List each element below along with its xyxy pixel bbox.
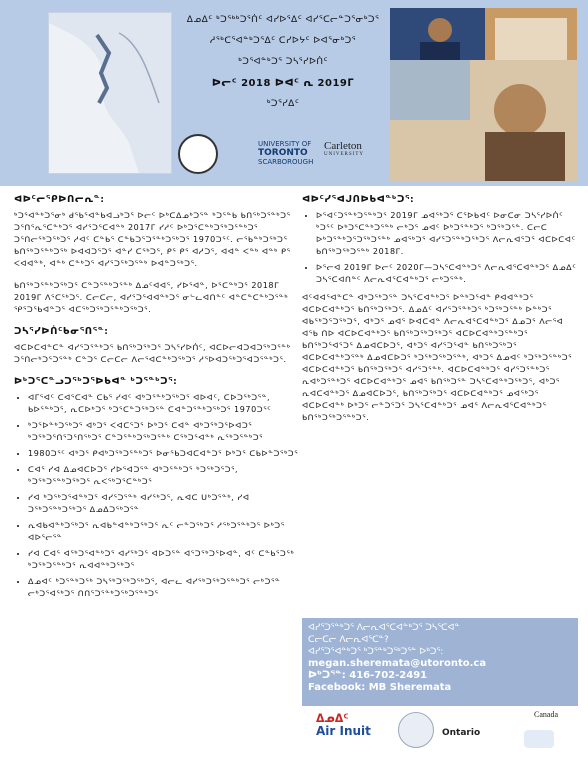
- list-item: • ᐃᓄᐊᑦ ᒃᑐᕐᓐᒃᑐᕐᒃ ᑐᓴᕐᒃᑐᕐᒃᑐᕐᒃᑐᕐ, ᐊᓕᓚ ᐊᓯᕐᒃᑐᕐᒃᑐᕐᓐᒃᑐᕐ ᓕᒃᑐᕐᓐ ᓕᒃᑐᕐᐊᕐᒃᑐᕐ ᑎᑎᕐᑐᕐᓐᒃᑐᕐᒃᑐᕐᓐᒃᑐᕐ: [28, 576, 302, 600]
- list-item: • ᐅᕐᐊᑦᑐᕐᓐᒃᑐᕐᓐᒃᑐᕐ 2019ᒥ ᓄᐊᕐᒃᑐᕐ ᑕᕐᐅᑲᐊᑦ ᐅᓂᑕᓂ ᑐᓴᕐᓯᐅᑏᑦ ᒃᑐᕐᑦ ᐅᒃᑐᕐᑕᓐᒃᑐᕐᓐᒃ ᓕᒃᑐᕐ ᓄᐊᑦ ᐅᒃᑐᕐᓐᒃᑐᕐ ᒃᑐᕐᒃᑐᕐᓐ. ᑕᓕᑕ ᐅᒃᑐᕐᓐᒃᑐᕐᑐᕐᒃᑐᕐᓐᒃ ᓄᐊᕐᒃᑐᕐ ᐊᓯᕐᑐᕐᓐᒃᑐᕐᒃᑐᕐ ᐱᓕᕆᐊᕐᑐᕐ ᐊᑕᐅᑕᐊᑦ ᑲᑎᕐᒃᑐᕐᒃᑐᕐᓐᒃ 2018ᒥ.: [316, 210, 578, 258]
- title-block: [178, 14, 388, 119]
- header-band: [0, 0, 588, 186]
- right-bullet-list: [302, 210, 578, 286]
- title-line-3: ᒃᑐᕐᐊᓐᒃᑐᕐ ᑐᓴᕐᓯᐅᑏᑦ: [238, 57, 328, 67]
- map-image: [48, 12, 172, 174]
- left-paragraph-1: ᒃᑐᕐᐊᓐᒃᑐᕐᓂᒃ ᑯᕐᑲᕐᐊᓐᑲᐊᓗᒃᑐᕐ ᐅᓕᑦ ᐅᒃᑕᐃᓄᒃᑐᕐᓐ ᒃᑐᕐᓐᑲ ᑲᑎᕐᒃᑐᕐᓐᒃᑐᕐ ᑐᕐᑎᕐᕆᕐᑕᓐᒃᑐᕐ ᐊᓯᕐᑐᕐᑕᐊᓐᒃ 2017ᒥ ᓯᓱᑦ ᐅᒃᑐᕐᑕᓐᒃᑐᕐᒃᑐᕐᓐᒃᑐᕐ ᑐᕐᑎᓕᕐᒃᑐᕐᒃᑐᕐ ᓱᐊᑦ ᑕᓐᑲᕐ ᑕᓐᑲᑐᕐᑐᕐᓐᒃᑐᕐᒃᑐᕐ 1970ᑐᕐᑦ. ᓕᕐᑲᓐᒃᑐᕐᒃᑐᕐ ᑲᑎᕐᒃᑐᕐᓐᒃᑐᕐᒃ ᐅᐊᐊᑐᕐᑐᕐ ᐊᓐᓯ ᑕᕐᒃᑐᕐ, ᑭᕐ ᑭᕐ ᐊᓱᑐᕐ, ᐊᐊᓐ ᐸᓐᒃ ᐊᓐᒃ ᑭᕐ ᐸᐊᐊᓐᒃ, ᐊᓐᒃ ᑕᓐᒃᑐᕐ ᐊᓯᕐᑐᕐᒃᑐᕐᓐᒃ ᐅᐊᓐᑐᕐᒃᑐᕐ.: [14, 211, 291, 268]
- canada-logo: Canada: [534, 710, 558, 719]
- contact-line-3: ᐊᓯᕐᑐᕐᐊᓐᒃᑐᕐ ᒃᑐᕐᓐᒃᑐᕐᒃᑐᕐᓐ ᐅᒃᑐᕐ:: [308, 647, 444, 657]
- left-bullet-list: [14, 392, 302, 600]
- left-heading-3: ᐅᒃᑐᕐᑕᓐᓗᑐᕐᒃᑐᕐᐅᑲᐊᓐ ᒃᑐᕐᓐᒃᑐᕐ:: [14, 377, 178, 387]
- title-line-2: ᓱᕐᒃᑕᕐᐊᓐᒃᑐᕐᐃᑦ ᑕᓯᐅᔭᑦ ᐅᐊᕐᓂᒃᑐᕐ: [209, 36, 357, 46]
- carleton-logo: Carleton UNIVERSITY: [324, 140, 364, 157]
- contact-phone[interactable]: ᐅᒃᑐᕐᓐ: 416-702-2491: [308, 670, 428, 681]
- air-inuit-logo: ᐃᓄᐃᑦ Air Inuit: [316, 712, 371, 738]
- seal-logo: [398, 712, 434, 748]
- sponsor-logo: [524, 730, 554, 748]
- contact-line-1: ᐊᓯᕐᑐᕐᓐᒃᑐᕐ ᐱᓕᕆᐊᕐᑕᐊᓐᒃᑐᕐ ᑐᓴᕐᑕᐊᓐ: [308, 623, 460, 633]
- list-item: • ᐅᕐᓕᐊ 2019ᒥ ᐅᓕᑦ 2020ᒥ—ᑐᓴᕐᑕᐊᓐᒃᑐᕐ ᐱᓕᕆᐊᕐᑕᐊᓐᒃᑐᕐ ᐃᓄᐃᑦ ᑐᓴᕐᑕᐊᑎᓐᑦ ᐱᓕᕆᐊᕐᑕᐊᓐᒃᑐᕐ ᓕᒃᑐᕐᓐᒃ.: [316, 262, 578, 286]
- list-item: • ᐊᒥᕐᐊᑦ ᑕᐊᕐᑕᐊᓐ ᑕᑲᕐ ᓯᐊᑦ ᐊᒃᑐᕐᓐᒃᑐᕐᒃᑐᕐ ᐊᐅᐊᑦ, ᑕᐅᑐᕐᒃᑐᕐᓐ, ᑲᐅᕐᓐᒃᑐᕐ, ᕆᑕᐅᒃᑐᕐ ᒃᑐᕐᑕᓐᑐᕐᒃᑐᕐᓐ ᑕᐊᓐᑐᕐᓐᒃᑐᕐᒃᑐᕐ 1970ᑐᕐᑦ: [28, 392, 302, 416]
- list-item: • 1980ᑐᕐᑦ ᐊᒃᑐᕐ ᑭᐊᒃᑐᕐᒃᑐᕐᓐᒃᑐᕐ ᐅᓂᕐᑲᑐᐊᑕᐊᓐᑐᕐ ᐅᒃᑐᕐ ᑕᑲᐅᓐᑐᕐᒃᑐᕐ: [28, 448, 302, 460]
- dates: ᐅᓕᑦ 2018 ᐅᐊᑦ ᕆ 2019ᒥ: [211, 78, 355, 89]
- left-heading-1: ᐊᐅᑦᓕᕐᑭᐅᑎᓕᕆᓐ:: [14, 195, 105, 205]
- list-item: • ᓯᐊ ᑕᐊᕐ ᐊᕐᒃᑐᕐᐊᓐᒃᑐᕐ ᐊᓯᕐᒃᑐᕐ ᐊᐅᑐᕐᓐ ᐊᕐᑐᕐᒃᑐᕐᐅᐊᓐ, ᐊᑦ ᑕᓐᑲᕐᑐᕐᒃ ᒃᑐᕐᒃᑐᕐᓐᒃᑐᕐ ᕆᐊᐊᓐᒃᑐᕐᒃᑐᕐ: [28, 548, 302, 572]
- left-column: [14, 194, 302, 606]
- title-line-1: ᐃᓄᐃᑦ ᒃᑐᕐᒃᒃᑐᕐᑏᑦ ᐊᓯᐅᕐᐃᑦ ᐊᓯᕐᑕᓕᓐᑐᕐᓂᒃᑐᕐ: [186, 15, 380, 25]
- list-item: • ᑕᐊᕐ ᓯᐊ ᐃᓄᐊᑕᐅᑐᕐ ᓯᐅᕐᐊᑐᕐᓐ ᐊᒃᑐᕐᓐᒃᑐᕐ ᒃᑐᕐᒃᑐᕐᑐᕐ, ᒃᑐᕐᒃᑐᕐᓐᒃᑐᕐᒃᑐᕐ ᕆᐸᕐᒃᑐᕐᑕᓐᒃᑐᕐ: [28, 464, 302, 488]
- logos-row: [178, 128, 388, 176]
- list-item: • ᕆᐊᑲᐊᓐᒃᑐᕐᒃᑐᕐ ᕆᐊᑲᓐᐊᓐᒃᑐᕐᒃᑐᕐ ᕆᑦ ᓕᓐᑐᕐᒃᑐᕐ ᓱᕐᒃᑐᕐᓐᒃᑐᕐ ᐅᒃᑐᕐ ᐊᐅᕐᓕᕐᓐ: [28, 520, 302, 544]
- contact-line-2: ᑕᓕᑕᓕ ᐱᓕᕆᐊᕐᑕᓐ?: [308, 635, 389, 645]
- contact-box: [302, 618, 578, 706]
- contact-facebook[interactable]: Facebook: MB Sheremata: [308, 682, 452, 693]
- sponsor-line: ᒃᑐᕐᓯᐃᑦ: [266, 99, 300, 109]
- contact-email[interactable]: megan.sheremata@utoronto.ca: [308, 658, 487, 669]
- ontario-logo: Ontario: [442, 728, 481, 738]
- toronto-logo: UNIVERSITY OF TORONTO SCARBOROUGH: [258, 140, 314, 166]
- right-column: [302, 194, 578, 434]
- list-item: • ᒃᑐᕐᐅᓐᒃᑐᕐᒃᑐᕐ ᐊᒃᑐᕐ ᐸᐊᑕᕐᑐᕐ ᐅᒃᑐᕐ ᑕᐊᓐ ᐊᒃᑐᕐᒃᑐᕐᐅᐊᑐᕐ ᒃᑐᕐᒃᑐᕐᑎᕐᑐᕐᑎᕐᒃᑐᕐ ᑕᓐᑐᕐᓐᒃᑐᕐᒃᑐᕐᓐᒃ ᑕᕐᒃᑐᕐᐊᓐᒃ ᕆᕐᒃᑐᕐᓐᒃᑐᕐ: [28, 420, 302, 444]
- right-heading-1: ᐊᐅᑦᓯᕐᐊᒍᑎᐅᑲᐊᓐᒃᑐᕐ:: [302, 195, 415, 205]
- arctic-elder-society-logo: [178, 134, 218, 174]
- list-item: • ᓯᐊ ᒃᑐᕐᒃᑐᕐᐊᓐᒃᑐᕐ ᐊᓯᕐᑐᕐᓐᒃ ᐊᓯᕐᒃᑐᕐ, ᕆᐊᑕ ᑌᒃᑐᕐᓐᒃ, ᓯᐊ ᑐᕐᒃᑐᕐᓐᒃᑐᕐᒃᑐᕐ ᐃᓄᐃᑐᕐᒃᑐᕐᓐ: [28, 492, 302, 516]
- left-heading-2: ᑐᓴᕐᓯᐅᑏᑦᑲᓂᕐᑎᕐᓐ:: [14, 327, 109, 337]
- right-paragraph-1: ᐊᑦᐊᐊᕐᐊᓐᑕᓐ ᐊᒃᑐᕐᒃᑐᕐᓐ ᑐᓴᕐᑕᐊᓐᒃᑐᕐ ᐅᓐᒃᑐᕐᐊᓐ ᑭᐊᐊᓐᒃᑐᕐ ᐊᑕᐅᑕᐊᓐᒃᑐᕐ ᑲᑎᕐᒃᑐᕐᒃᑐᕐ. ᐃᓄᐃᑦ ᐊᓯᕐᑐᕐᓐᒃᑐᕐ ᒃᑐᕐᒃᑐᕐᓐᒃ ᐅᓐᒃᑐᕐ ᐊᑲᕐᒃᑐᕐᑐᕐᒃᑐᕐ, ᐊᒃᑐᕐ ᓄᐊᕐ ᐅᐊᑕᐊᓐ ᐱᓕᕆᐊᕐᑕᐊᓐᒃᑐᕐ ᐃᓄᑐᕐ ᐱᓕᕐᐊ ᐊᕐᑲ ᑎᐅ ᐊᑕᐅᑕᐊᓐᒃᑐᕐ ᑲᑎᕐᒃᑐᕐᒃᑐᕐᒃᑐᕐ ᐊᑕᐅᑕᐊᓐᒃᑐᕐᓐᒃᑐᕐ ᑲᑎᕐᒃᑐᕐᐊᕐᑐᕐ ᐃᓄᐊᑕᐅᑐᕐ, ᐊᒃᑐᕐ ᐊᓯᕐᑐᕐᐊᓐ ᑲᑎᕐᒃᑐᕐᒃᑐᕐ ᐊᑕᐅᑕᐊᓐᒃᑐᕐᓐᒃ ᐃᓄᐊᑕᐅᑐᕐ ᒃᑐᕐᒃᑐᕐᒃᑐᕐᓐᒃ, ᐊᒃᑐᕐ ᐃᓄᐊᑦ ᒃᑐᕐᒃᑐᕐᓐᒃᑐᕐ ᐊᑕᐅᑕᐊᓐᒃᑐᕐ ᑲᑎᕐᒃᑐᕐᒃᑐᕐ ᐊᓯᕐᑐᕐᓐᒃ. ᐊᑕᐅᑕᐊᓐᒃᑐᕐ ᐊᓯᕐᑐᕐᓐᒃᑐᕐ ᕆᐊᒃᑐᕐᓐᒃᑐᕐ ᐊᑕᐅᑕᐊᓐᒃᑐᕐ ᓄᐊᕐ ᑲᑎᕐᒃᑐᕐᓐ ᑐᓴᕐᑕᐊᓐᒃᑐᕐᒃᑐᕐ, ᐊᒃᑐᕐ ᕆᐊᑕᐊᓐᒃᑐᕐ ᐃᓄᐊᑕᐅᑐᕐ, ᑲᑎᕐᒃᑐᕐᒃᑐᕐ ᐊᑕᐅᑕᐊᓐᒃᑐᕐ ᓄᐊᕐᒃᑐᕐ ᐊᑕᐅᑕᐊᓐᒃ ᐅᒃᑐᕐ ᓕᓐᑐᕐᑐᕐ ᑐᓴᕐᑕᐊᓐᒃᑐᕐ ᓄᐊᕐ ᐱᓕᕆᐊᕐᑕᐊᓐᒃᑐᕐ ᑲᑎᕐᒃᑐᕐᒃᑐᕐᓐᒃᑐᕐ.: [302, 293, 573, 422]
- photo-elder-3: [390, 60, 577, 181]
- left-paragraph-2: ᑲᑎᕐᒃᑐᕐᓐᒃᑐᕐᒃᑐᕐ ᑕᓐᑐᕐᓐᒃᑐᕐᓐᒃ ᐃᓄᑦᐊᐊᕐ, ᓯᐅᕐᐊᓐ, ᐅᕐᑕᓐᒃᑐᕐ 2018ᒥ 2019ᒥ ᐱᕐᑕᕐᒃᑐᕐ. ᑕᓕᑕᓕ, ᐊᓯᕐᑐᕐᐊᐊᓐᒃᑐᕐ ᓂᓪᓚᐊᑎᓐᑦ ᐊᓐᑕᓐᑕᓐᒃᑐᕐᓐᒃ ᕿᕐᑐᕐᑲᐊᓐᑐᕐ ᐊᑕᕐᒃᑐᕐᒃᑐᕐᓐᒃᑐᕐᒃᑐᕐ.: [14, 281, 289, 314]
- left-paragraph-3: ᐊᑕᐅᑕᐊᓐᑕᓐ ᐊᓯᕐᑐᕐᓐᒃᑐᕐ ᑲᑎᕐᒃᑐᕐᒃᑐᕐ ᑐᓴᕐᓯᐅᑏᑦ, ᐊᑕᐅᓕᐊᑐᐊᑐᕐᒃᑐᕐᓐᒃ ᑐᕐᑎᓕᒃᑐᕐᑐᕐᓐᒃ ᑕᓐᑐᕐ ᑕᓕᑕᓕ ᐱᓕᕐᐊᑕᓐᒃᑐᕐᒃᑐᕐ ᓱᕐᐅᐊᑐᕐᒃᑐᕐᐊᑐᕐᓐᒃᑐᕐ.: [14, 343, 291, 364]
- footer-logos: [302, 708, 578, 752]
